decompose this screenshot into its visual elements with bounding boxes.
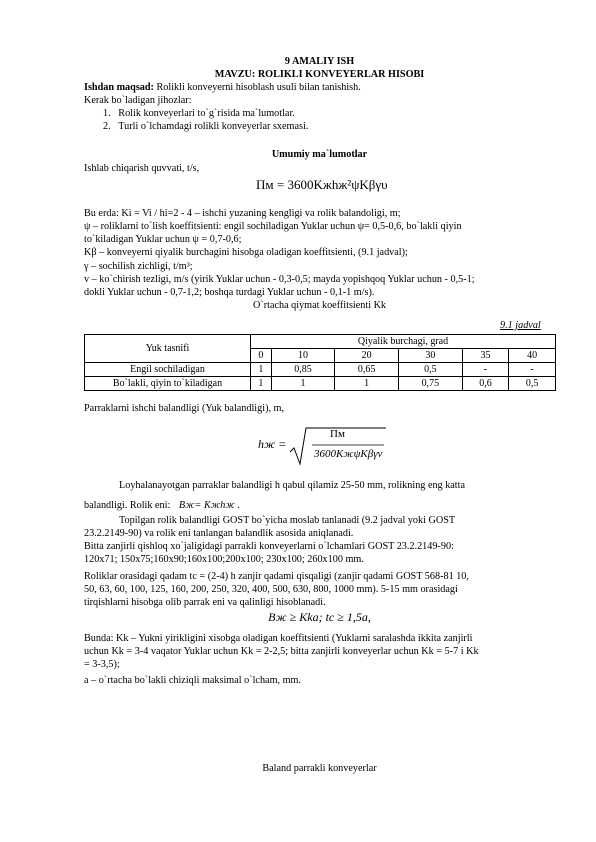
table-header-row: [85, 335, 556, 349]
table-cell: 0,6: [462, 377, 508, 391]
table-angle-cell: 35: [462, 349, 508, 363]
height-formula-numerator: Пм: [330, 428, 345, 440]
equipment-item-1-text: Rolik konveyerlari to`g`risida ma`lumotlar.: [118, 108, 295, 119]
table-cell: 1: [251, 363, 272, 377]
table-cell: -: [509, 363, 556, 377]
where-line-7: dokli Yuklar uchun - 0,7-1,2; boshqa turdagi Yuklar uchun - 0,1-1 m/s).: [84, 287, 375, 298]
table-row-label: Bo`lakli, qiyin to`kiladigan: [85, 377, 251, 391]
footer-caption: Baland parrakli konveyerlar: [262, 763, 377, 774]
table-cell: 1: [271, 377, 335, 391]
table-row-label: Engil sochiladigan: [85, 363, 251, 377]
capacity-formula-text: Пм = 3600Kжhж²ψKβγυ: [256, 177, 388, 192]
para3-line-2: 50, 63, 60, 100, 125, 160, 200, 250, 320, 400, 500, 630, 800, 1000 mm). 5-15 mm orasidagi: [84, 584, 458, 595]
table-header-angle: Qiyalik burchagi, grad: [251, 335, 556, 349]
table-caption: O`rtacha qiymat koeffitsienti Kk: [252, 300, 387, 311]
equipment-label: Kerak bo`ladigan jihozlar:: [84, 95, 192, 106]
aim-line: [84, 81, 361, 94]
table-angle-cell: 0: [251, 349, 272, 363]
para2-line-2: 23.2.2149-90) va rolik eni tanlangan balandlik asosida aniqlanadi.: [84, 528, 354, 539]
capacity-formula: [256, 178, 388, 191]
table-cell: 1: [251, 377, 272, 391]
table-cell: 0,85: [271, 363, 335, 377]
where-line-5: γ – sochilish zichligi, t/m³;: [84, 261, 193, 272]
equipment-item-2-text: Turli o`lchamdagi rolikli konveyerlar sxemasi.: [118, 121, 309, 132]
table-row: [85, 363, 556, 377]
document-subtitle: MAVZU: ROLIKLI KONVEYERLAR HISOBI: [214, 69, 425, 80]
para2-line-3: Bitta zanjirli qishloq xo`jaligidagi parrakli konveyerlarni o`lchamlari GOST 23.2.2149-90:: [84, 541, 454, 552]
spacing-formula: Bж ≥ Kka; tc ≥ 1,5a,: [268, 610, 371, 624]
aim-text: Rolikli konveyerni hisoblash usuli bilan tanishish.: [156, 82, 361, 93]
equipment-item-1: 1. Rolik konveyerlari to`g`risida ma`lumotlar.: [103, 108, 295, 119]
table-cell: 1: [335, 377, 399, 391]
height-formula: [258, 424, 388, 468]
table-angle-cell: 40: [509, 349, 556, 363]
where-line-3: to`kiladigan Yuklar uchun ψ = 0,7-0,6;: [84, 234, 242, 245]
para2-line-1: Topilgan rolik balandligi GOST bo`yicha moslab tanlanadi (9.2 jadval yoki GOST: [119, 515, 456, 526]
where-line-6: v – ko`chirish tezligi, m/s (yirik Yuklar uchun - 0,3-0,5; mayda yopishqoq Yuklar uchun - 0,5-1;: [84, 274, 475, 285]
table-cell: 0,75: [399, 377, 463, 391]
table-header-load-type: Yuk tasnifi: [85, 335, 251, 363]
table-cell: -: [462, 363, 508, 377]
table-angle-cell: 10: [271, 349, 335, 363]
table-cell: 0,5: [509, 377, 556, 391]
para1-line-2: [84, 499, 240, 512]
where-line-2: ψ – roliklarni to`lish koeffitsienti: engil sochiladigan Yuklar uchun ψ= 0,5-0,6, bo`lakli qiyin: [84, 221, 462, 232]
width-formula: Bж= Kжhж .: [178, 500, 240, 511]
aim-label: Ishdan maqsad:: [84, 82, 154, 93]
coefficient-table: [84, 334, 556, 391]
table-angle-cell: 30: [399, 349, 463, 363]
height-formula-denominator: 3600KжψKβγv: [314, 448, 383, 460]
where-line-4: Kβ – konveyerni qiyalik burchagini hisobga oladigan koeffitsienti, (9.1 jadval);: [84, 247, 408, 258]
para1-line-1: Loyhalanayotgan parraklar balandligi h qabul qilamiz 25-50 mm, rolikning eng katta: [119, 480, 465, 491]
para4-line-4: a – o`rtacha bo`lakli chiziqli maksimal o`lcham, mm.: [84, 675, 301, 686]
capacity-line: Ishlab chiqarish quvvati, t/s,: [84, 163, 200, 174]
table-number: 9.1 jadval: [500, 320, 541, 331]
para3-line-3: tirqishlarni hisobga olib parrak eni va qalinligi hisoblanadi.: [84, 597, 326, 608]
equipment-item-2: 2. Turli o`lchamdagi rolikli konveyerlar sxemasi.: [103, 121, 309, 132]
para4-line-2: uchun Kk = 3-4 vaqator Yuklar uchun Kk = 2-2,5; bitta zanjirli konveyerlar uchun Kk = 5-7 i Kk: [84, 646, 479, 657]
where-line-1: Bu erda: Ki = Vi / hi=2 - 4 – ishchi yuzaning kengligi va rolik balandoligi, m;: [84, 208, 401, 219]
table-cell: 0,65: [335, 363, 399, 377]
table-cell: 0,5: [399, 363, 463, 377]
para3-line-1: Roliklar orasidagi qadam tc = (2-4) h zanjir qadami qisqaligi (zanjir qadami GOST 568-81 10,: [84, 571, 469, 582]
table-angle-cell: 20: [335, 349, 399, 363]
height-line: Parraklarni ishchi balandligi (Yuk balandligi), m,: [84, 403, 285, 414]
table-row: [85, 377, 556, 391]
document-title: 9 AMALIY ISH: [284, 56, 355, 67]
general-heading: Umumiy ma`lumotlar: [271, 149, 368, 160]
para4-line-3: = 3-3,5);: [84, 659, 120, 670]
height-formula-lhs: hж =: [258, 437, 287, 451]
para1-text: balandligi. Rolik eni:: [84, 500, 171, 511]
para2-line-4: 120x71; 150x75;160x90;160x100;200x100; 230x100; 260x100 mm.: [84, 554, 364, 565]
para4-line-1: Bunda: Kk – Yukni yirikligini xisobga oladigan koeffitsienti (Yuklarni saralashda ikkita zanjirli: [84, 633, 473, 644]
